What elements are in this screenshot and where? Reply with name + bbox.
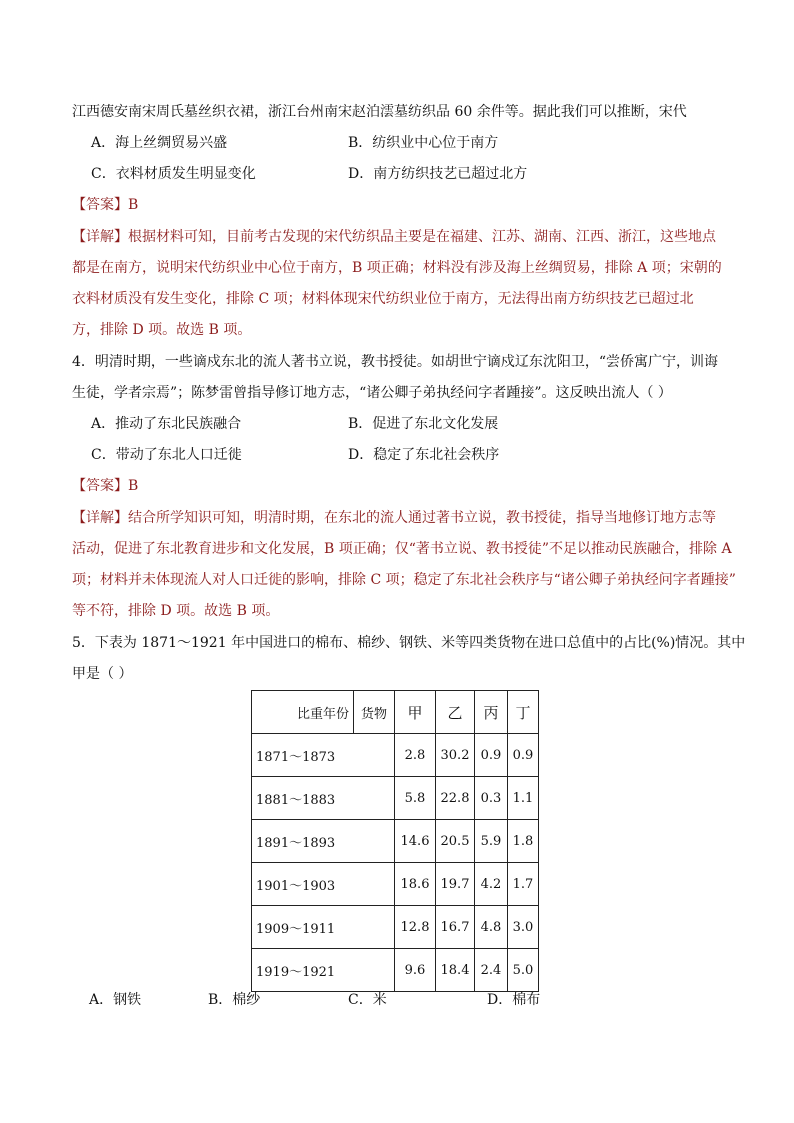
- value-cell: 5.0: [508, 949, 539, 992]
- table-row: [252, 863, 539, 906]
- q4-option-a: A．推动了东北民族融合: [91, 416, 242, 432]
- q3-option-c: C．衣料材质发生明显变化: [91, 166, 256, 182]
- table-row: [252, 777, 539, 820]
- value-cell: 9.6: [395, 949, 436, 992]
- year-cell: 1909～1911: [252, 906, 395, 949]
- table-row: [252, 949, 539, 992]
- year-cell: 1881～1883: [252, 777, 395, 820]
- q4-option-d: D．稳定了东北社会秩序: [348, 447, 500, 463]
- q3-detail-line-4: 方，排除 D 项。故选 B 项。: [72, 322, 252, 338]
- q4-detail-line-4: 等不符，排除 D 项。故选 B 项。: [72, 603, 280, 619]
- value-cell: 12.8: [395, 906, 436, 949]
- value-cell: 20.5: [436, 820, 475, 863]
- year-cell: 1871～1873: [252, 734, 395, 777]
- q5-option-d: D．棉布: [487, 992, 541, 1008]
- value-cell: 1.7: [508, 863, 539, 906]
- q3-option-d: D．南方纺织技艺已超过北方: [348, 166, 528, 182]
- header-col-bing: 丙: [475, 691, 508, 734]
- value-cell: 18.4: [436, 949, 475, 992]
- year-cell: 1891～1893: [252, 820, 395, 863]
- value-cell: 16.7: [436, 906, 475, 949]
- value-cell: 1.1: [508, 777, 539, 820]
- q4-detail-text: 结合所学知识可知，明清时期，在东北的流人通过著书立说，教书授徒，指导当地修订地方志等: [128, 510, 716, 526]
- q5-data-table: [251, 690, 539, 992]
- q3-detail-line-3: 衣料材质没有发生变化，排除 C 项；材料体现宋代纺织业位于南方，无法得出南方纺织技艺已超过北: [72, 291, 694, 307]
- q5-option-c: C．米: [348, 992, 387, 1008]
- q3-detail-line-1: [72, 227, 716, 247]
- q3-option-a: A．海上丝绸贸易兴盛: [91, 135, 228, 151]
- q4-stem-line-2: 生徒，学者宗焉”；陈梦雷曾指导修订地方志，“诸公卿子弟执经问字者踵接”。这反映出流人（ ）: [72, 385, 672, 401]
- q3-detail-tag: 【详解】: [72, 229, 128, 245]
- table-row: [252, 820, 539, 863]
- value-cell: 2.8: [395, 734, 436, 777]
- q4-detail-line-3: 项；材料并未体现流人对人口迁徙的影响，排除 C 项；稳定了东北社会秩序与“诸公卿子弟执经问字者踵接”: [72, 572, 736, 588]
- q3-stem: 江西德安南宋周氏墓丝织衣裙，浙江台州南宋赵泊澐墓纺织品 60 余件等。据此我们可以推断，宋代: [72, 104, 687, 120]
- q5-option-a: A．钢铁: [89, 992, 142, 1008]
- value-cell: 22.8: [436, 777, 475, 820]
- q4-option-b: B．促进了东北文化发展: [348, 416, 499, 432]
- value-cell: 4.8: [475, 906, 508, 949]
- header-col-ding: 丁: [508, 691, 539, 734]
- table-row: [252, 906, 539, 949]
- header-goods-cell: 货物: [354, 691, 395, 734]
- q4-detail-tag: 【详解】: [72, 510, 128, 526]
- value-cell: 0.9: [475, 734, 508, 777]
- q4-option-c: C．带动了东北人口迁徙: [91, 447, 242, 463]
- value-cell: 5.8: [395, 777, 436, 820]
- year-cell: 1919～1921: [252, 949, 395, 992]
- q5-option-b: B．棉纱: [208, 992, 261, 1008]
- q3-answer: 【答案】B: [72, 197, 139, 213]
- value-cell: 19.7: [436, 863, 475, 906]
- q4-detail-line-2: 活动，促进了东北教育进步和文化发展，B 项正确；仅“著书立说、教书授徒”不足以推动民族融合，排除 A: [72, 541, 732, 557]
- value-cell: 5.9: [475, 820, 508, 863]
- q4-detail-line-1: [72, 508, 716, 528]
- value-cell: 0.3: [475, 777, 508, 820]
- header-col-yi: 乙: [436, 691, 475, 734]
- value-cell: 1.8: [508, 820, 539, 863]
- value-cell: 3.0: [508, 906, 539, 949]
- q3-detail-line-2: 都是在南方，说明宋代纺织业中心位于南方，B 项正确；材料没有涉及海上丝绸贸易，排除 A 项；宋朝的: [72, 260, 722, 276]
- value-cell: 2.4: [475, 949, 508, 992]
- q3-option-b: B．纺织业中心位于南方: [348, 135, 499, 151]
- q3-detail-text: 根据材料可知，目前考古发现的宋代纺织品主要是在福建、江苏、湖南、江西、浙江，这些地点: [128, 229, 716, 245]
- q5-stem-line-1: 5．下表为 1871～1921 年中国进口的棉布、棉纱、钢铁、米等四类货物在进口总值中的占比(%)情况。其中: [72, 635, 746, 651]
- header-year-cell: 比重年份: [252, 691, 354, 734]
- q4-answer: 【答案】B: [72, 478, 139, 494]
- value-cell: 18.6: [395, 863, 436, 906]
- table-header-row: [252, 691, 539, 734]
- value-cell: 4.2: [475, 863, 508, 906]
- header-col-jia: 甲: [395, 691, 436, 734]
- value-cell: 0.9: [508, 734, 539, 777]
- table-row: [252, 734, 539, 777]
- year-cell: 1901～1903: [252, 863, 395, 906]
- value-cell: 30.2: [436, 734, 475, 777]
- q4-stem-line-1: 4．明清时期，一些谪戍东北的流人著书立说，教书授徒。如胡世宁谪戍辽东沈阳卫，“尝侨寓广宁，训诲: [72, 354, 719, 370]
- value-cell: 14.6: [395, 820, 436, 863]
- q5-stem-line-2: 甲是（ ）: [72, 666, 133, 682]
